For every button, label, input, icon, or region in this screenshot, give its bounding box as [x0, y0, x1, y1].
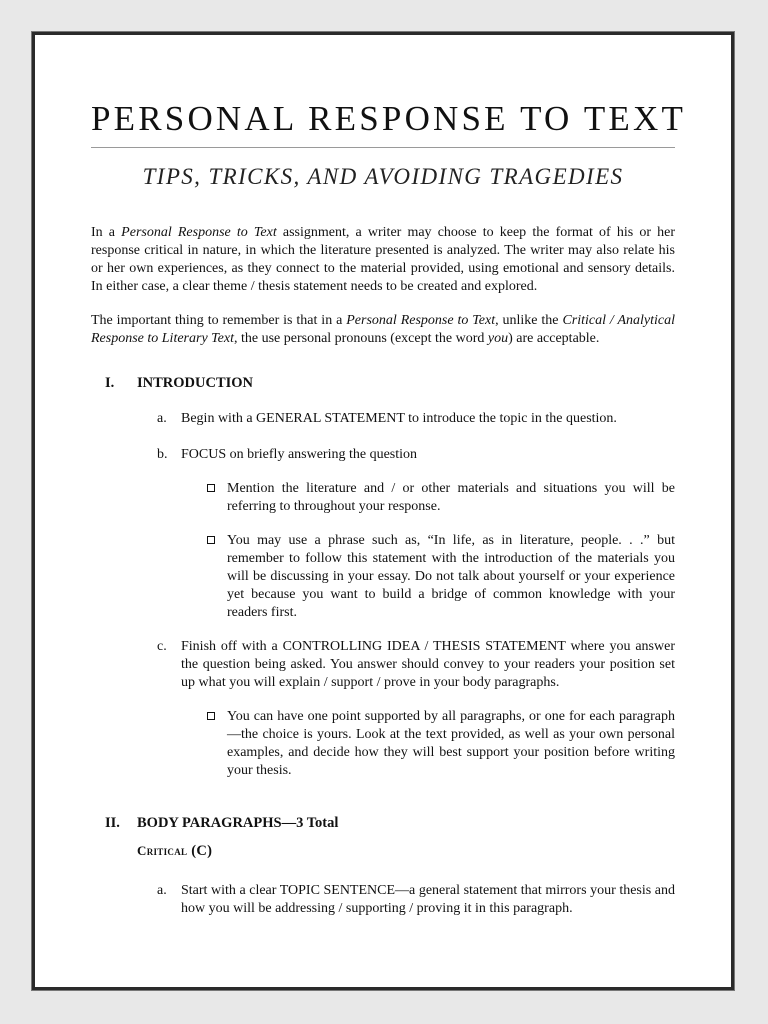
list-item: [157, 882, 675, 918]
list-marker: a.: [157, 883, 167, 898]
section-heading-body-paragraphs: [91, 814, 675, 832]
list-item-text: Finish off with a CONTROLLING IDEA / THESIS STATEMENT where you answer the question being asked. You answer should convey to your readers your position set up what you will explain / support / prove in your body paragraphs.: [181, 639, 675, 690]
checkbox-bullet-item: [207, 532, 675, 622]
list-marker: b.: [157, 447, 168, 462]
section-numeral: I.: [105, 375, 115, 391]
section-title: BODY PARAGRAPHS—3 Total: [137, 815, 339, 831]
section-numeral: II.: [105, 815, 120, 831]
list-item: [157, 410, 675, 428]
list-item-text: Start with a clear TOPIC SENTENCE—a general statement that mirrors your thesis and how you will be addressing / supporting / proving it in this paragraph.: [181, 883, 675, 916]
bullet-text: You may use a phrase such as, “In life, as in literature, people. . .” but remember to follow this statement with the introduction of the materials you will be discussing in your essay. Do not talk about yourself or your experience yet because you want to build a bridge of common knowledge with your readers first.: [227, 533, 675, 620]
list-marker: c.: [157, 639, 167, 654]
title-rule: [91, 147, 675, 148]
section-title: INTRODUCTION: [137, 375, 254, 391]
checkbox-bullet-icon: [207, 480, 227, 516]
document-page: [32, 32, 734, 990]
checkbox-bullet-icon: [207, 708, 227, 780]
list-item-text: Begin with a GENERAL STATEMENT to introduce the topic in the question.: [181, 411, 617, 426]
list-marker: a.: [157, 411, 167, 426]
bullet-text: Mention the literature and / or other materials and situations you will be referring to throughout your response.: [227, 481, 675, 514]
list-item-text: FOCUS on briefly answering the question: [181, 447, 418, 462]
subsection-heading-critical: Critical (C): [137, 843, 213, 859]
document-subtitle: TIPS, TRICKS, AND AVOIDING TRAGEDIES: [142, 164, 624, 189]
document-content: [91, 99, 687, 987]
note-paragraph: The important thing to remember is that in a Personal Response to Text, unlike the Critical / Analytical Response to Literary Text, the use personal pronouns (except the word you) are acceptable.: [91, 313, 675, 346]
document-title: PERSONAL RESPONSE TO TEXT: [91, 99, 687, 138]
bullet-text: You can have one point supported by all paragraphs, or one for each paragraph—the choice is yours. Look at the text provided, as well as your own personal examples, and decide how they will best support your position before writing your thesis.: [227, 709, 675, 778]
checkbox-bullet-item: [207, 708, 675, 780]
checkbox-bullet-item: [207, 480, 675, 516]
checkbox-bullet-icon: [207, 532, 227, 622]
section-heading-introduction: [91, 374, 675, 392]
list-item: [157, 638, 675, 692]
intro-paragraph: In a Personal Response to Text assignment, a writer may choose to keep the format of his or her response critical in nature, in which the literature presented is analyzed. The writer may also relate his or her own experiences, as they connect to the material provided, using emotional and sensory details. In either case, a clear theme / thesis statement needs to be created and explored.: [91, 225, 676, 294]
list-item: [157, 446, 675, 464]
